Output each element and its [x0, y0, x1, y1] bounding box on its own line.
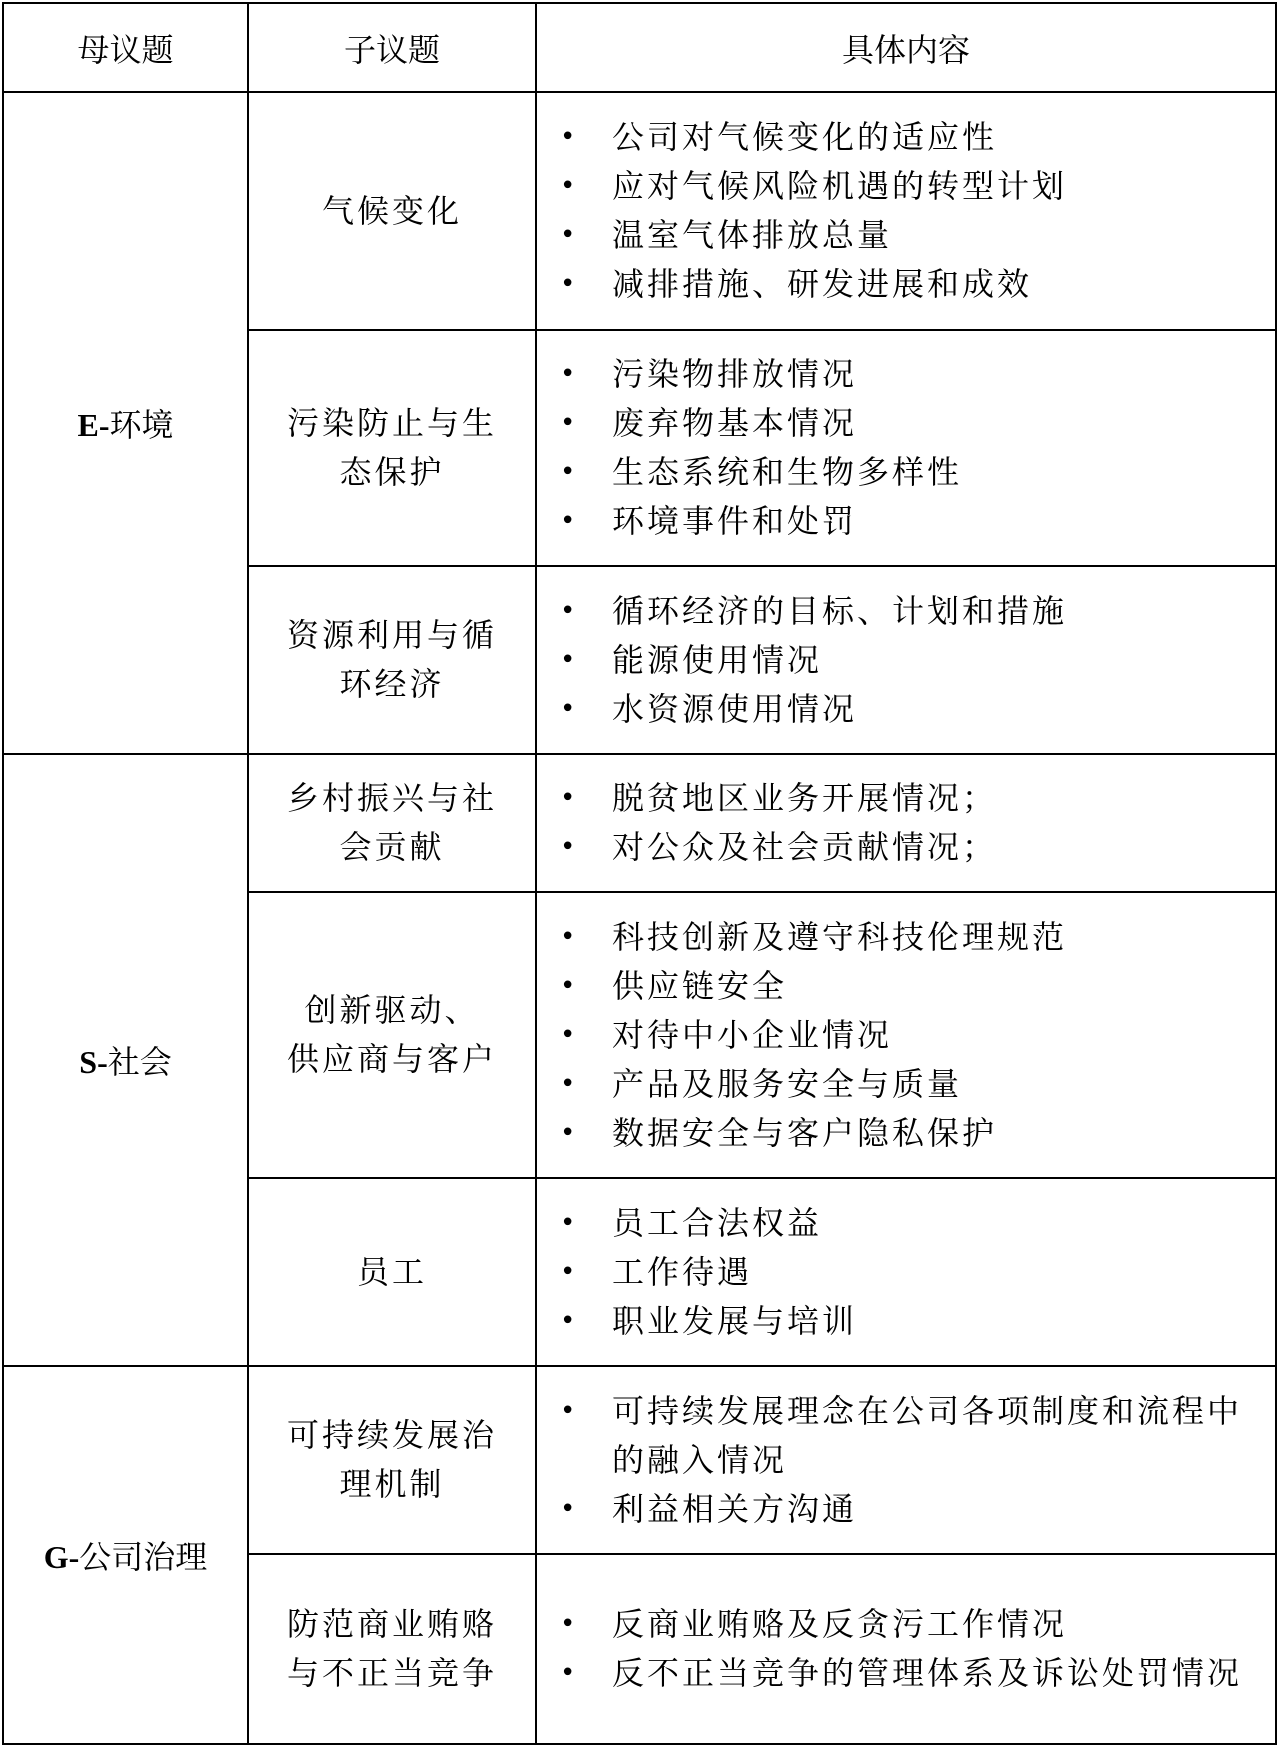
list-item-text: 生态系统和生物多样性	[612, 453, 963, 491]
list-item-text: 员工合法权益	[612, 1203, 823, 1242]
content-list	[537, 1199, 1275, 1346]
table-row	[3, 1366, 1276, 1554]
list-item	[560, 962, 1269, 1011]
sub-topic	[248, 330, 536, 566]
list-item	[560, 399, 1269, 448]
sub-topic-line: 环经济	[339, 665, 445, 703]
sub-topic-line: 供应商与客户	[286, 1040, 497, 1078]
list-item-text: 脱贫地区业务开展情况；	[612, 779, 998, 817]
list-item-text: 反商业贿赂及反贪污工作情况	[612, 1605, 1068, 1643]
parent-topic-code: E-	[77, 407, 110, 443]
header-content: 具体内容	[536, 3, 1276, 92]
list-item-text: 数据安全与客户隐私保护	[612, 1113, 998, 1152]
list-item	[560, 211, 1269, 260]
bullet-icon: •	[560, 220, 579, 250]
bullet-icon: •	[560, 693, 579, 724]
sub-topic-line: 防范商业贿赂	[286, 1605, 497, 1643]
content-list	[537, 587, 1275, 734]
content-cell	[536, 92, 1276, 330]
list-item	[560, 913, 1269, 962]
content-cell	[536, 1178, 1276, 1366]
sub-topic	[248, 566, 536, 754]
list-item	[560, 448, 1269, 497]
sub-topic	[248, 1554, 536, 1744]
content-cell	[536, 566, 1276, 754]
list-item-text: 供应链安全	[612, 966, 788, 1005]
list-item	[560, 1387, 1269, 1485]
list-item	[560, 260, 1269, 309]
sub-topic-line: 资源利用与循	[286, 616, 497, 654]
sub-topic-line: 可持续发展治	[286, 1416, 497, 1454]
bullet-icon: •	[560, 1609, 579, 1639]
bullet-icon: •	[560, 783, 579, 813]
bullet-icon: •	[560, 359, 579, 389]
list-item	[560, 636, 1269, 685]
list-item-text: 公司对气候变化的适应性	[612, 118, 998, 156]
list-item-text: 能源使用情况	[612, 640, 823, 679]
sub-topic-line: 污染防止与生	[286, 404, 497, 442]
list-item-text: 应对气候风险机遇的转型计划	[612, 167, 1068, 205]
list-item	[560, 497, 1269, 546]
list-item	[560, 685, 1269, 734]
list-item-text: 工作待遇	[612, 1252, 753, 1291]
sub-topic-line: 理机制	[339, 1465, 445, 1503]
bullet-icon: •	[560, 122, 579, 152]
list-item-text: 职业发展与培训	[612, 1301, 858, 1340]
parent-topic-environment	[3, 92, 248, 754]
sub-topic: 气候变化	[248, 92, 536, 330]
bullet-icon: •	[560, 171, 579, 201]
content-list	[537, 113, 1275, 309]
parent-topic-social	[3, 754, 248, 1366]
sub-topic-line: 会贡献	[339, 828, 445, 866]
bullet-icon: •	[560, 1256, 579, 1287]
parent-topic-name: 公司治理	[79, 1538, 208, 1576]
list-item	[560, 1297, 1269, 1346]
esg-topics-table	[2, 2, 1277, 1745]
bullet-icon: •	[560, 457, 579, 487]
list-item-text: 环境事件和处罚	[612, 502, 858, 540]
bullet-icon: •	[560, 970, 579, 1001]
list-item	[560, 1649, 1269, 1698]
list-item	[560, 587, 1269, 636]
sub-topic	[248, 754, 536, 892]
sub-topic-line: 与不正当竞争	[286, 1654, 497, 1692]
sub-topic	[248, 892, 536, 1178]
content-list	[537, 913, 1275, 1158]
bullet-icon: •	[560, 1395, 579, 1426]
list-item	[560, 1109, 1269, 1158]
bullet-icon: •	[560, 269, 579, 299]
list-item-text: 产品及服务安全与质量	[612, 1064, 963, 1103]
bullet-icon: •	[560, 1019, 579, 1050]
list-item-text: 对公众及社会贡献情况；	[612, 828, 998, 866]
list-item-text: 可持续发展理念在公司各项制度和流程中的融入情况	[612, 1391, 1243, 1479]
bullet-icon: •	[560, 595, 579, 626]
sub-topic-line: 创新驱动、	[304, 991, 480, 1029]
list-item-text: 污染物排放情况	[612, 355, 858, 393]
list-item	[560, 113, 1269, 162]
content-list	[537, 1600, 1275, 1698]
parent-topic-name: 环境	[109, 406, 174, 444]
bullet-icon: •	[560, 1207, 579, 1238]
bullet-icon: •	[560, 1658, 579, 1688]
list-item-text: 温室气体排放总量	[612, 216, 893, 254]
sub-topic-line: 态保护	[339, 453, 445, 491]
bullet-icon: •	[560, 1117, 579, 1148]
parent-topic-code: S-	[79, 1044, 108, 1080]
content-list	[537, 774, 1275, 872]
list-item	[560, 774, 1269, 823]
bullet-icon: •	[560, 1068, 579, 1099]
sub-topic: 员工	[248, 1178, 536, 1366]
bullet-icon: •	[560, 921, 579, 952]
table-body	[3, 92, 1276, 1744]
list-item-text: 循环经济的目标、计划和措施	[612, 591, 1068, 630]
list-item	[560, 1485, 1269, 1534]
content-cell	[536, 330, 1276, 566]
list-item-text: 废弃物基本情况	[612, 404, 858, 442]
parent-topic-code: G-	[43, 1539, 80, 1575]
list-item	[560, 1248, 1269, 1297]
list-item-text: 利益相关方沟通	[612, 1489, 858, 1528]
list-item	[560, 162, 1269, 211]
bullet-icon: •	[560, 408, 579, 438]
content-cell	[536, 892, 1276, 1178]
list-item-text: 科技创新及遵守科技伦理规范	[612, 917, 1068, 956]
content-list	[537, 350, 1275, 546]
list-item-text: 反不正当竞争的管理体系及诉讼处罚情况	[612, 1654, 1243, 1692]
sub-topic-line: 乡村振兴与社	[286, 779, 497, 817]
header-parent-topic: 母议题	[3, 3, 248, 92]
header-row	[3, 3, 1276, 92]
list-item	[560, 1199, 1269, 1248]
list-item	[560, 1600, 1269, 1649]
bullet-icon: •	[560, 644, 579, 675]
list-item-text: 减排措施、研发进展和成效	[612, 265, 1033, 303]
content-cell	[536, 1554, 1276, 1744]
list-item-text: 水资源使用情况	[612, 689, 858, 728]
bullet-icon: •	[560, 832, 579, 862]
list-item	[560, 1060, 1269, 1109]
sub-topic	[248, 1366, 536, 1554]
parent-topic-name: 社会	[107, 1043, 172, 1081]
bullet-icon: •	[560, 506, 579, 536]
table-row	[3, 92, 1276, 330]
list-item	[560, 1011, 1269, 1060]
content-list	[537, 1387, 1275, 1534]
parent-topic-governance	[3, 1366, 248, 1744]
list-item-text: 对待中小企业情况	[612, 1015, 893, 1054]
bullet-icon: •	[560, 1493, 579, 1524]
list-item	[560, 823, 1269, 872]
content-cell	[536, 1366, 1276, 1554]
header-sub-topic: 子议题	[248, 3, 536, 92]
content-cell	[536, 754, 1276, 892]
list-item	[560, 350, 1269, 399]
table-row	[3, 754, 1276, 892]
bullet-icon: •	[560, 1305, 579, 1336]
